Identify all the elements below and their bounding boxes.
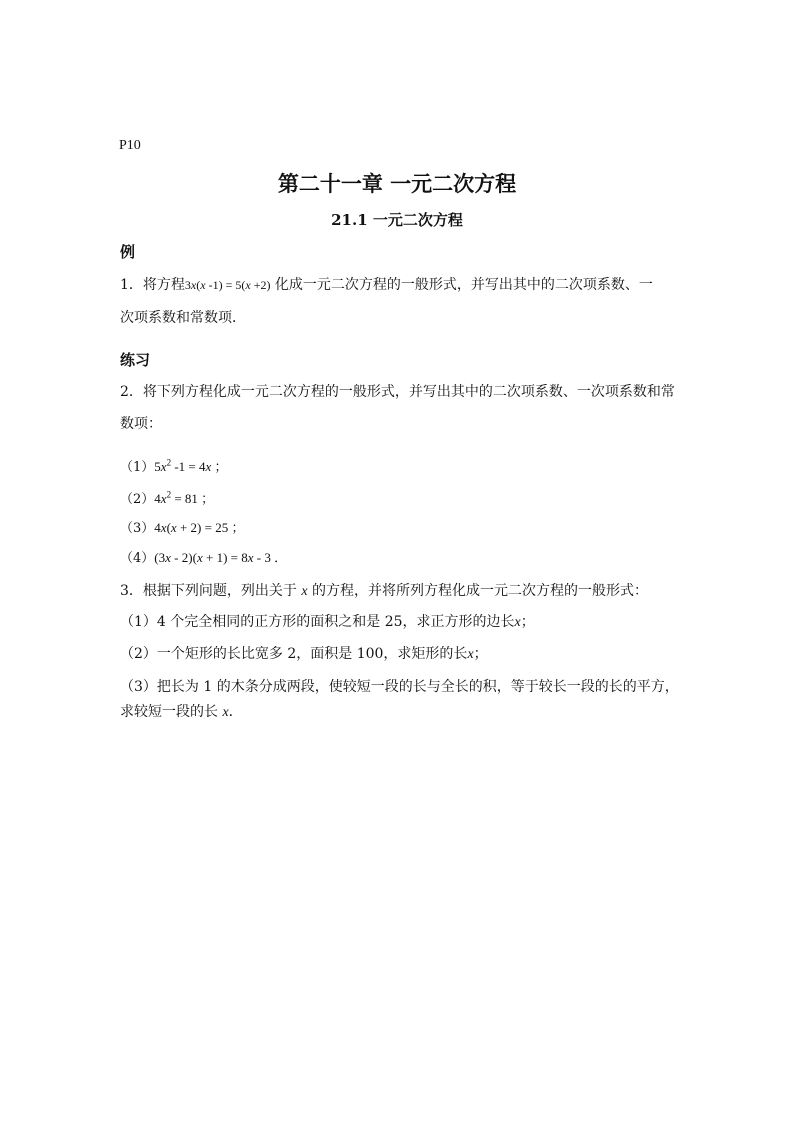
problem-3-item-1 bbox=[120, 614, 535, 631]
item-label: （4） bbox=[120, 551, 155, 566]
problem-2-item-2 bbox=[120, 491, 214, 508]
problem-1-line-1-suffix: 化成一元二次方程的一般形式，并写出其中的二次项系数、一 bbox=[274, 277, 653, 293]
item-end: ； bbox=[201, 492, 215, 507]
item-end: ； bbox=[520, 614, 535, 630]
item-end: ． bbox=[274, 551, 288, 566]
section-title: 21.1 一元二次方程 bbox=[331, 211, 463, 229]
item-end: ； bbox=[231, 521, 245, 536]
problem-1-line-1 bbox=[120, 277, 653, 293]
problem-3-intro bbox=[120, 583, 648, 600]
problem-3-intro-b: 的方程，并将所列方程化成一元二次方程的一般形式： bbox=[312, 583, 649, 599]
problem-2-line-2: 数项： bbox=[120, 416, 162, 432]
problem-2-item-4 bbox=[120, 550, 287, 567]
item-label: （1） bbox=[120, 460, 155, 475]
item-text: 求较短一段的长 bbox=[120, 704, 218, 720]
item-end: ； bbox=[214, 460, 228, 475]
item-text: （3）把长为 1 的木条分成两段，使较短一段的长与全长的积，等于较长一段的长的平方， bbox=[120, 679, 679, 695]
item-end: ； bbox=[473, 646, 488, 662]
chapter-title: 第二十一章 一元二次方程 bbox=[277, 171, 517, 196]
item-equation: (3x - 2)(x + 1) = 8x - 3 bbox=[154, 550, 271, 565]
item-end: ． bbox=[228, 704, 243, 720]
item-label: （2） bbox=[120, 492, 155, 507]
problem-1-equation: 3x(x -1) = 5(x +2) bbox=[184, 278, 271, 292]
item-var: x bbox=[467, 647, 474, 662]
problem-1-line-2: 次项系数和常数项． bbox=[120, 310, 246, 326]
problem-1-prefix: 1．将方程 bbox=[120, 277, 185, 293]
problem-3-item-3 bbox=[120, 679, 679, 695]
problem-2-item-1 bbox=[120, 459, 228, 476]
problem-3-item-3-cont bbox=[120, 704, 243, 721]
example-heading: 例 bbox=[120, 243, 136, 261]
exercise-heading: 练习 bbox=[120, 351, 151, 369]
item-equation: 4x(x + 2) = 25 bbox=[154, 520, 229, 535]
problem-2-line-1: 2．将下列方程化成一元二次方程的一般形式，并写出其中的二次项系数、一次项系数和常 bbox=[120, 384, 675, 400]
problem-3-intro-a: 3．根据下列问题，列出关于 bbox=[120, 583, 297, 599]
problem-3-var: x bbox=[301, 584, 308, 599]
problem-3-item-2 bbox=[120, 646, 488, 663]
item-text: （1）4 个完全相同的正方形的面积之和是 25，求正方形的边长 bbox=[120, 614, 515, 630]
item-text: （2）一个矩形的长比宽多 2，面积是 100，求矩形的长 bbox=[120, 646, 468, 662]
item-label: （3） bbox=[120, 521, 155, 536]
item-var: x bbox=[514, 615, 521, 630]
problem-2-item-3 bbox=[120, 520, 244, 537]
item-var: x bbox=[222, 705, 229, 720]
item-equation: $5x^2$ -1 = 4x bbox=[154, 457, 212, 474]
page-number: P10 bbox=[119, 138, 141, 153]
item-equation: $4x^2 = 81$ bbox=[154, 489, 198, 506]
